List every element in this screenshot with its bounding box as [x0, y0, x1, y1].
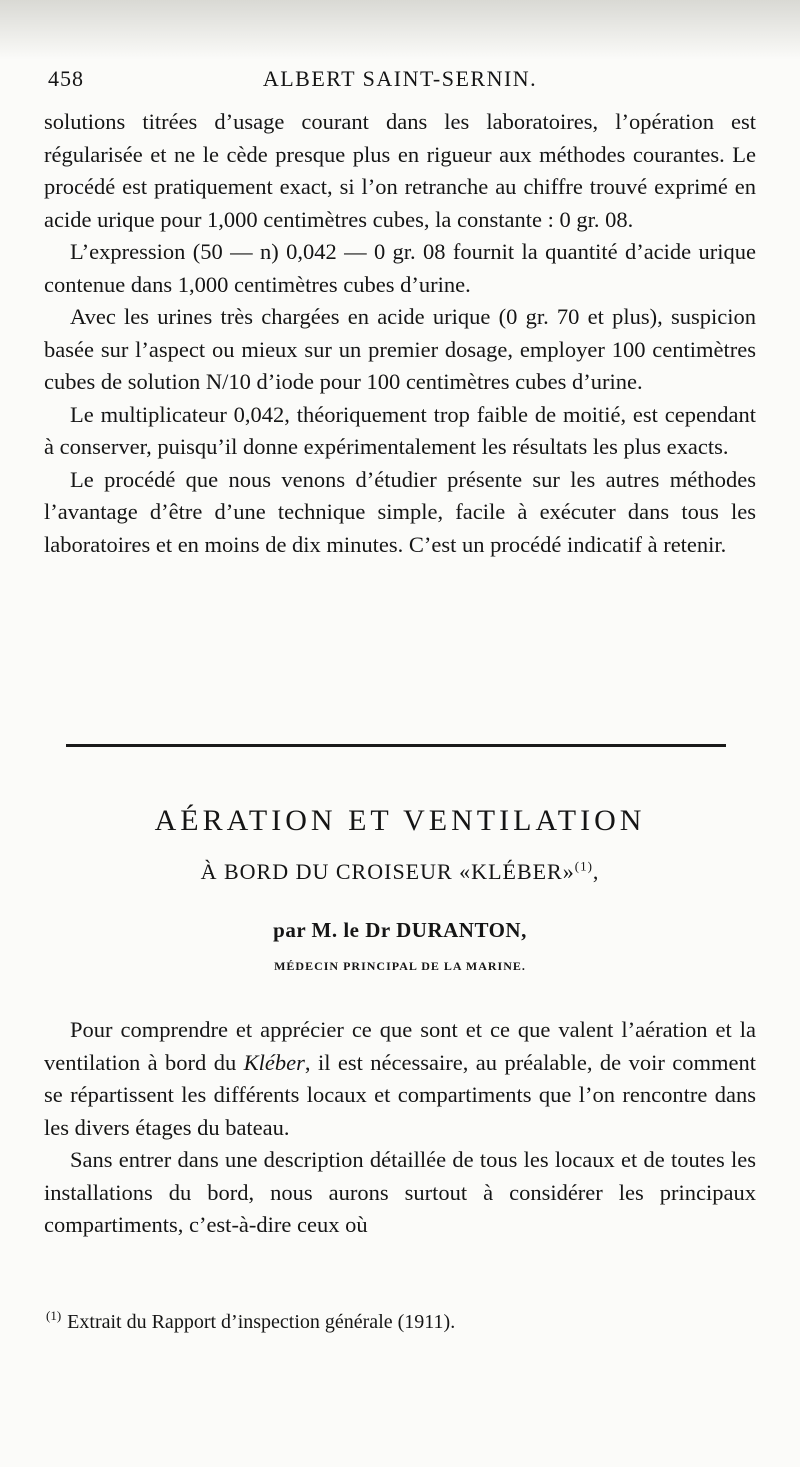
- article-paragraph-1-b: , il est nécessaire, au préalable, de voir comment se répartissent les différents locaux et compartiments que l’on rencontre dans les divers étages du bateau.: [44, 1049, 756, 1140]
- article-title: AÉRATION ET VENTILATION: [154, 804, 646, 837]
- running-head: [44, 64, 756, 96]
- article-body: [44, 1014, 756, 1242]
- article-paragraph-1-a: Pour comprendre et apprécier ce que sont et ce que valent l’aération et la ventilation à bord du: [44, 1017, 756, 1075]
- section-divider: [66, 744, 726, 747]
- paragraph-5: Le procédé que nous venons d’étudier présente sur les autres méthodes l’avantage d’être d’une technique simple, facile à exécuter dans tous les laboratoires et en moins de dix minutes. C’est un procédé indicatif à retenir.: [44, 466, 756, 557]
- footnote: [46, 1308, 456, 1334]
- footnote-marker: (1): [46, 1308, 62, 1324]
- page-number: 458: [48, 66, 84, 91]
- article-subtitle: [0, 859, 800, 885]
- subtitle-text: À BORD DU CROISEUR «KLÉBER»: [200, 859, 575, 884]
- paragraph-4: Le multiplicateur 0,042, théoriquement trop faible de moitié, est cependant à conserver, puisqu’il donne expérimentalement les résultats les plus exacts.: [44, 401, 756, 459]
- footnote-text: Extrait du Rapport d’inspection générale (1911).: [67, 1311, 456, 1333]
- article-paragraph-1: [44, 1014, 756, 1144]
- author-line: par M. le Dr DURANTON,: [273, 918, 527, 942]
- continued-text: [44, 106, 756, 561]
- article-paragraph-2: Sans entrer dans une description détaillée de tous les locaux et de toutes les installations du bord, nous aurons surtout à considérer les principaux compartiments, c’est-à-dire ceux où: [44, 1147, 756, 1237]
- author-affiliation: MÉDECIN PRINCIPAL DE LA MARINE.: [274, 959, 526, 973]
- paragraph-2: L’expression (50 — n) 0,042 — 0 gr. 08 fournit la quantité d’acide urique contenue dans 1,000 centimètres cubes d’urine.: [44, 239, 756, 297]
- ship-name: Kléber: [243, 1049, 305, 1075]
- footnote-reference: (1): [574, 858, 593, 874]
- paragraph-1: solutions titrées d’usage courant dans les laboratoires, l’opération est régularisée et ne le cède presque plus en rigueur aux méthodes courantes. Le procédé est pratiquement exact, si l’on retranche au chiffre trouvé exprimé en acide urique pour 1,000 centimètres cubes, la constante : 0 gr. 08.: [44, 109, 756, 232]
- paragraph-3: Avec les urines très chargées en acide urique (0 gr. 70 et plus), suspicion basée sur l’aspect ou mieux sur un premier dosage, employer 100 centimètres cubes de solution N/10 d’iode pour 100 centimètres cubes d’urine.: [44, 304, 756, 394]
- subtitle-end: ,: [592, 859, 600, 884]
- running-title: ALBERT SAINT-SERNIN.: [262, 66, 538, 91]
